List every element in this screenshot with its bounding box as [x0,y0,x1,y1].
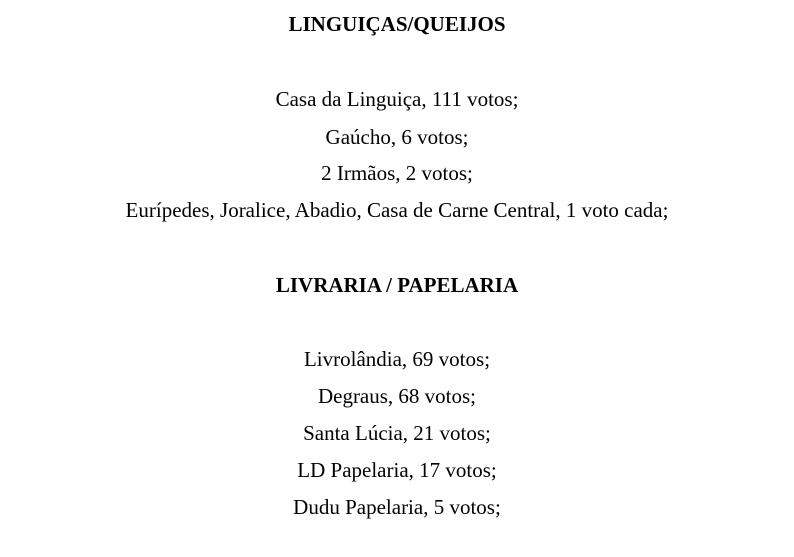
list-item: Dudu Papelaria, 5 votos; [293,495,501,519]
list-item: LD Papelaria, 17 votos; [297,458,497,482]
list-item: Santa Lúcia, 21 votos; [303,421,491,445]
list-item: Casa da Linguiça, 111 votos; [275,87,519,111]
list-item: Livrolândia, 69 votos; [303,347,491,371]
list-item: Eurípedes, Joralice, Abadio, Casa de Carne Central, 1 voto cada; [125,198,669,222]
section-title-linguicas-queijos: LINGUIÇAS/QUEIJOS [288,12,506,36]
list-item: Degraus, 68 votos; [317,384,477,408]
section-title-livraria-papelaria: LIVRARIA / PAPELARIA [275,273,519,297]
list-item: 2 Irmãos, 2 votos; [321,161,473,185]
list-item: Gaúcho, 6 votos; [325,125,469,149]
